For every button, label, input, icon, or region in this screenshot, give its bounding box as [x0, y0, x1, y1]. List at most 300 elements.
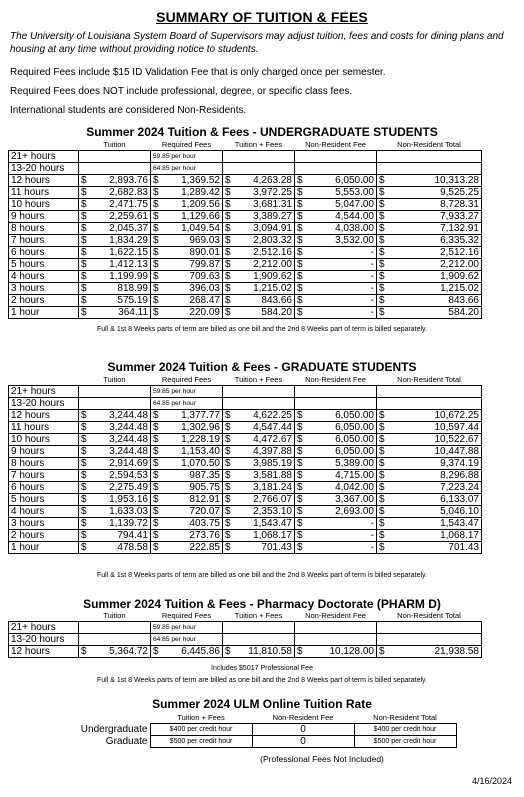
- tuition-amount: 2,893.76: [91, 175, 151, 187]
- nonresident-fee-amount: 4,042.00: [307, 482, 377, 494]
- header-spacer: [9, 611, 79, 622]
- dollar-sign: $: [151, 530, 163, 542]
- dollar-sign: $: [295, 470, 307, 482]
- table-row: [9, 458, 482, 470]
- tuition-plus-fees-amount: 1,543.47: [235, 518, 295, 530]
- online-nonresident-total: $400 per credit hour: [354, 724, 456, 736]
- header-nonresident-fee: Non-Resident Fee: [305, 375, 366, 384]
- dollar-sign: $: [377, 646, 389, 658]
- empty-nrfee-cell: [295, 163, 377, 175]
- nonresident-fee-amount: 6,050.00: [307, 446, 377, 458]
- dollar-sign: $: [223, 187, 235, 199]
- dollar-sign: $: [223, 410, 235, 422]
- dollar-sign: $: [151, 187, 163, 199]
- table-row: [9, 494, 482, 506]
- page-title: SUMMARY OF TUITION & FEES: [156, 9, 368, 25]
- row-label: 21+ hours: [9, 622, 79, 634]
- empty-nrtotal-cell: [377, 386, 482, 398]
- required-fees-amount: 1,289.42: [163, 187, 223, 199]
- dollar-sign: $: [79, 410, 91, 422]
- header-nonresident-fee: Non-Resident Fee: [305, 611, 366, 620]
- online-row-undergraduate: [74, 724, 456, 736]
- dollar-sign: $: [151, 211, 163, 223]
- tuition-amount: 1,199.99: [91, 271, 151, 283]
- required-fees-amount: 799.87: [163, 259, 223, 271]
- nonresident-total-amount: 7,132.91: [389, 223, 482, 235]
- required-fees-amount: 403.75: [163, 518, 223, 530]
- tuition-plus-fees-amount: 2,803.32: [235, 235, 295, 247]
- header-tuition-plus-fees: Tuition + Fees: [234, 140, 283, 149]
- table-row: [9, 434, 482, 446]
- nonresident-total-amount: 6,133.07: [389, 494, 482, 506]
- empty-nrtotal-cell: [377, 163, 482, 175]
- required-fees-amount: 905.75: [163, 482, 223, 494]
- nonresident-total-amount: 2,212.00: [389, 259, 482, 271]
- nonresident-fee-amount: -: [307, 530, 377, 542]
- dollar-sign: $: [295, 175, 307, 187]
- online-nonresident-fee: 0: [252, 724, 354, 736]
- dollar-sign: $: [377, 506, 389, 518]
- empty-total-cell: [223, 398, 295, 410]
- online-section-title: Summer 2024 ULM Online Tuition Rate: [152, 697, 372, 711]
- row-label: 21+ hours: [9, 151, 79, 163]
- nonresident-total-amount: 10,597.44: [389, 422, 482, 434]
- document-date: 4/16/2024: [471, 776, 512, 786]
- tuition-amount: 1,953.16: [91, 494, 151, 506]
- nonresident-fee-amount: 5,389.00: [307, 458, 377, 470]
- dollar-sign: $: [79, 295, 91, 307]
- per-hour-fee: 59.85 per hour: [151, 386, 223, 398]
- dollar-sign: $: [151, 470, 163, 482]
- dollar-sign: $: [79, 646, 91, 658]
- required-fees-amount: 1,369.52: [163, 175, 223, 187]
- tuition-plus-fees-amount: 3,972.25: [235, 187, 295, 199]
- tuition-amount: 3,244.48: [91, 422, 151, 434]
- dollar-sign: $: [79, 434, 91, 446]
- table-row: [9, 482, 482, 494]
- tuition-amount: 1,139.72: [91, 518, 151, 530]
- table-header-row: [9, 611, 482, 622]
- online-row-graduate: [74, 736, 456, 748]
- dollar-sign: $: [151, 646, 163, 658]
- tuition-amount: 2,914.69: [91, 458, 151, 470]
- pharmd-section-title: Summer 2024 Tuition & Fees - Pharmacy Doctorate (PHARM D): [83, 597, 441, 611]
- header-nonresident-total: Non-Resident Total: [397, 375, 461, 384]
- nonresident-total-amount: 843.66: [389, 295, 482, 307]
- tuition-plus-fees-amount: 3,094.91: [235, 223, 295, 235]
- row-label: 21+ hours: [9, 386, 79, 398]
- header-required-fees: Required Fees: [161, 140, 212, 149]
- row-label: 8 hours: [9, 458, 79, 470]
- nonresident-fee-amount: 5,553.00: [307, 187, 377, 199]
- rate-row: [9, 386, 482, 398]
- required-fees-amount: 1,049.54: [163, 223, 223, 235]
- required-fees-amount: 969.03: [163, 235, 223, 247]
- table-row: [9, 175, 482, 187]
- nonresident-total-amount: 7,933.27: [389, 211, 482, 223]
- dollar-sign: $: [377, 458, 389, 470]
- dollar-sign: $: [377, 494, 389, 506]
- tuition-plus-fees-amount: 3,681.31: [235, 199, 295, 211]
- row-label: 3 hours: [9, 283, 79, 295]
- online-rate-table: [74, 713, 457, 748]
- tuition-plus-fees-amount: 701.43: [235, 542, 295, 554]
- header-spacer: [9, 140, 79, 151]
- tuition-plus-fees-amount: 843.66: [235, 295, 295, 307]
- tuition-amount: 1,622.15: [91, 247, 151, 259]
- empty-total-cell: [223, 386, 295, 398]
- dollar-sign: $: [79, 446, 91, 458]
- empty-nrtotal-cell: [377, 622, 482, 634]
- tuition-plus-fees-amount: 4,622.25: [235, 410, 295, 422]
- undergrad-tuition-table: [8, 140, 482, 319]
- dollar-sign: $: [79, 518, 91, 530]
- dollar-sign: $: [377, 434, 389, 446]
- tuition-plus-fees-amount: 11,810.58: [235, 646, 295, 658]
- required-fees-amount: 268.47: [163, 295, 223, 307]
- dollar-sign: $: [79, 223, 91, 235]
- row-label: 1 hour: [9, 542, 79, 554]
- tuition-plus-fees-amount: 584.20: [235, 307, 295, 319]
- empty-tuition-cell: [79, 398, 151, 410]
- dollar-sign: $: [295, 211, 307, 223]
- required-fees-amount: 1,070.50: [163, 458, 223, 470]
- nonresident-total-amount: 9,374.19: [389, 458, 482, 470]
- online-header-spacer: [74, 713, 150, 724]
- dollar-sign: $: [295, 530, 307, 542]
- dollar-sign: $: [295, 307, 307, 319]
- required-fees-amount: 812.91: [163, 494, 223, 506]
- nonresident-total-amount: 9,525.25: [389, 187, 482, 199]
- tuition-plus-fees-amount: 4,397.88: [235, 446, 295, 458]
- table-row: [9, 187, 482, 199]
- per-hour-fee: 59.85 per hour: [151, 622, 223, 634]
- tuition-amount: 364.11: [91, 307, 151, 319]
- nonresident-total-amount: 584.20: [389, 307, 482, 319]
- tuition-amount: 2,045.37: [91, 223, 151, 235]
- empty-nrtotal-cell: [377, 151, 482, 163]
- dollar-sign: $: [151, 542, 163, 554]
- dollar-sign: $: [223, 223, 235, 235]
- dollar-sign: $: [377, 247, 389, 259]
- tuition-plus-fees-amount: 1,909.62: [235, 271, 295, 283]
- tuition-amount: 818.99: [91, 283, 151, 295]
- tuition-amount: 3,244.48: [91, 446, 151, 458]
- required-fees-amount: 1,228.19: [163, 434, 223, 446]
- table-row: [9, 646, 482, 658]
- nonresident-fee-amount: -: [307, 283, 377, 295]
- nonresident-fee-amount: -: [307, 271, 377, 283]
- required-fees-amount: 273.76: [163, 530, 223, 542]
- dollar-sign: $: [377, 187, 389, 199]
- empty-nrtotal-cell: [377, 398, 482, 410]
- required-fees-amount: 1,377.77: [163, 410, 223, 422]
- dollar-sign: $: [79, 271, 91, 283]
- required-fees-amount: 720.07: [163, 506, 223, 518]
- dollar-sign: $: [151, 434, 163, 446]
- nonresident-fee-amount: 5,047.00: [307, 199, 377, 211]
- nonresident-total-amount: 10,447.88: [389, 446, 482, 458]
- table-header-row: [9, 140, 482, 151]
- row-label: 4 hours: [9, 506, 79, 518]
- dollar-sign: $: [79, 506, 91, 518]
- nonresident-total-amount: 5,046.10: [389, 506, 482, 518]
- dollar-sign: $: [151, 494, 163, 506]
- graduate-tuition-table: [8, 375, 482, 554]
- dollar-sign: $: [295, 446, 307, 458]
- nonresident-fee-amount: -: [307, 542, 377, 554]
- empty-tuition-cell: [79, 386, 151, 398]
- table-row: [9, 506, 482, 518]
- nonresident-total-amount: 10,672.25: [389, 410, 482, 422]
- tuition-plus-fees-amount: 1,068.17: [235, 530, 295, 542]
- row-label: 9 hours: [9, 446, 79, 458]
- dollar-sign: $: [295, 283, 307, 295]
- empty-tuition-cell: [79, 151, 151, 163]
- online-professional-fees-note: (Professional Fees Not Included): [260, 754, 384, 764]
- tuition-plus-fees-amount: 2,353.10: [235, 506, 295, 518]
- nonresident-fee-amount: 4,715.00: [307, 470, 377, 482]
- header-tuition-plus-fees: Tuition + Fees: [234, 611, 283, 620]
- required-fees-amount: 1,153.40: [163, 446, 223, 458]
- dollar-sign: $: [223, 542, 235, 554]
- dollar-sign: $: [223, 175, 235, 187]
- dollar-sign: $: [223, 235, 235, 247]
- tuition-plus-fees-amount: 4,263.28: [235, 175, 295, 187]
- table-row: [9, 247, 482, 259]
- nonresident-fee-amount: -: [307, 518, 377, 530]
- dollar-sign: $: [79, 422, 91, 434]
- empty-nrfee-cell: [295, 398, 377, 410]
- tuition-amount: 478.58: [91, 542, 151, 554]
- tuition-amount: 3,244.48: [91, 434, 151, 446]
- dollar-sign: $: [223, 530, 235, 542]
- note-required-fees-exclusions: Required Fees does NOT include professional, degree, or specific class fees.: [10, 86, 353, 97]
- nonresident-total-amount: 10,522.67: [389, 434, 482, 446]
- nonresident-fee-amount: 3,367.00: [307, 494, 377, 506]
- nonresident-fee-amount: -: [307, 247, 377, 259]
- required-fees-amount: 220.09: [163, 307, 223, 319]
- dollar-sign: $: [223, 434, 235, 446]
- nonresident-total-amount: 1,543.47: [389, 518, 482, 530]
- required-fees-amount: 396.03: [163, 283, 223, 295]
- empty-total-cell: [223, 163, 295, 175]
- row-label: 2 hours: [9, 295, 79, 307]
- dollar-sign: $: [295, 187, 307, 199]
- tuition-amount: 2,275.49: [91, 482, 151, 494]
- dollar-sign: $: [79, 175, 91, 187]
- empty-total-cell: [223, 634, 295, 646]
- dollar-sign: $: [151, 271, 163, 283]
- nonresident-total-amount: 7,223.24: [389, 482, 482, 494]
- dollar-sign: $: [151, 307, 163, 319]
- table-row: [9, 307, 482, 319]
- empty-tuition-cell: [79, 163, 151, 175]
- dollar-sign: $: [377, 223, 389, 235]
- dollar-sign: $: [79, 482, 91, 494]
- tuition-plus-fees-amount: 3,181.24: [235, 482, 295, 494]
- dollar-sign: $: [223, 458, 235, 470]
- table-row: [9, 211, 482, 223]
- tuition-plus-fees-amount: 4,547.44: [235, 422, 295, 434]
- dollar-sign: $: [223, 295, 235, 307]
- dollar-sign: $: [295, 458, 307, 470]
- table-row: [9, 199, 482, 211]
- empty-total-cell: [223, 151, 295, 163]
- tuition-plus-fees-amount: 3,389.27: [235, 211, 295, 223]
- nonresident-total-amount: 10,313.28: [389, 175, 482, 187]
- undergrad-section-title: Summer 2024 Tuition & Fees - UNDERGRADUATE STUDENTS: [86, 125, 438, 139]
- nonresident-fee-amount: 4,544.00: [307, 211, 377, 223]
- header-required-fees: Required Fees: [161, 375, 212, 384]
- dollar-sign: $: [295, 494, 307, 506]
- nonresident-fee-amount: 6,050.00: [307, 175, 377, 187]
- table-row: [9, 446, 482, 458]
- dollar-sign: $: [223, 470, 235, 482]
- nonresident-total-amount: 1,215.02: [389, 283, 482, 295]
- header-nonresident-total: Non-Resident Total: [397, 611, 461, 620]
- dollar-sign: $: [295, 271, 307, 283]
- table-row: [9, 530, 482, 542]
- empty-tuition-cell: [79, 622, 151, 634]
- empty-nrfee-cell: [295, 151, 377, 163]
- dollar-sign: $: [151, 235, 163, 247]
- empty-nrtotal-cell: [377, 634, 482, 646]
- online-header-nonresident-fee: Non-Resident Fee: [272, 713, 334, 722]
- dollar-sign: $: [151, 518, 163, 530]
- note-international-students: International students are considered Non-Residents.: [10, 105, 247, 116]
- nonresident-fee-amount: 4,038.00: [307, 223, 377, 235]
- required-fees-amount: 1,209.56: [163, 199, 223, 211]
- dollar-sign: $: [223, 494, 235, 506]
- tuition-amount: 5,364.72: [91, 646, 151, 658]
- nonresident-total-amount: 2,512.16: [389, 247, 482, 259]
- table-row: [9, 422, 482, 434]
- tuition-amount: 1,633.03: [91, 506, 151, 518]
- row-label: 10 hours: [9, 434, 79, 446]
- dollar-sign: $: [295, 422, 307, 434]
- row-label: 10 hours: [9, 199, 79, 211]
- dollar-sign: $: [151, 446, 163, 458]
- dollar-sign: $: [295, 295, 307, 307]
- dollar-sign: $: [223, 259, 235, 271]
- tuition-amount: 2,471.75: [91, 199, 151, 211]
- tuition-plus-fees-amount: 2,212.00: [235, 259, 295, 271]
- table-row: [9, 542, 482, 554]
- online-tuition-fees: $400 per credit hour: [150, 724, 252, 736]
- dollar-sign: $: [151, 175, 163, 187]
- nonresident-fee-amount: 6,050.00: [307, 422, 377, 434]
- dollar-sign: $: [151, 283, 163, 295]
- dollar-sign: $: [295, 247, 307, 259]
- required-fees-amount: 709.63: [163, 271, 223, 283]
- dollar-sign: $: [223, 482, 235, 494]
- tuition-amount: 1,834.29: [91, 235, 151, 247]
- dollar-sign: $: [151, 506, 163, 518]
- row-label: 12 hours: [9, 175, 79, 187]
- dollar-sign: $: [377, 518, 389, 530]
- dollar-sign: $: [79, 530, 91, 542]
- dollar-sign: $: [223, 247, 235, 259]
- rate-row: [9, 398, 482, 410]
- tuition-amount: 1,412.13: [91, 259, 151, 271]
- row-label: 11 hours: [9, 187, 79, 199]
- row-label: 5 hours: [9, 494, 79, 506]
- dollar-sign: $: [79, 283, 91, 295]
- nonresident-fee-amount: -: [307, 307, 377, 319]
- table-row: [9, 283, 482, 295]
- dollar-sign: $: [79, 458, 91, 470]
- pharmd-billing-footnote: Full & 1st 8 Weeks parts of term are billed as one bill and the 2nd 8 Weeks part of term is billed separately.: [97, 677, 427, 684]
- dollar-sign: $: [223, 211, 235, 223]
- required-fees-amount: 1,129.66: [163, 211, 223, 223]
- dollar-sign: $: [295, 199, 307, 211]
- dollar-sign: $: [377, 542, 389, 554]
- nonresident-fee-amount: -: [307, 295, 377, 307]
- dollar-sign: $: [377, 446, 389, 458]
- row-label: 6 hours: [9, 482, 79, 494]
- dollar-sign: $: [151, 295, 163, 307]
- nonresident-total-amount: 8,728.31: [389, 199, 482, 211]
- dollar-sign: $: [79, 307, 91, 319]
- row-label: 12 hours: [9, 410, 79, 422]
- row-label: 13-20 hours: [9, 398, 79, 410]
- dollar-sign: $: [295, 542, 307, 554]
- tuition-plus-fees-amount: 1,215.02: [235, 283, 295, 295]
- undergrad-billing-footnote: Full & 1st 8 Weeks parts of term are billed as one bill and the 2nd 8 Weeks part of term is billed separately.: [97, 326, 427, 333]
- dollar-sign: $: [151, 247, 163, 259]
- online-row-label: Graduate: [105, 736, 148, 747]
- dollar-sign: $: [79, 187, 91, 199]
- nonresident-fee-amount: 10,128.00: [307, 646, 377, 658]
- dollar-sign: $: [295, 235, 307, 247]
- graduate-section-title: Summer 2024 Tuition & Fees - GRADUATE STUDENTS: [107, 360, 417, 374]
- empty-nrfee-cell: [295, 622, 377, 634]
- dollar-sign: $: [377, 235, 389, 247]
- nonresident-total-amount: 701.43: [389, 542, 482, 554]
- dollar-sign: $: [295, 223, 307, 235]
- row-label: 6 hours: [9, 247, 79, 259]
- dollar-sign: $: [377, 422, 389, 434]
- row-label: 3 hours: [9, 518, 79, 530]
- tuition-plus-fees-amount: 3,985.19: [235, 458, 295, 470]
- empty-tuition-cell: [79, 634, 151, 646]
- tuition-amount: 2,682.83: [91, 187, 151, 199]
- note-id-validation-fee: Required Fees include $15 ID Validation Fee that is only charged once per semester.: [10, 67, 386, 78]
- table-header-row: [9, 375, 482, 386]
- rate-row: [9, 622, 482, 634]
- nonresident-total-amount: 21,938.58: [389, 646, 482, 658]
- row-label: 9 hours: [9, 211, 79, 223]
- dollar-sign: $: [377, 175, 389, 187]
- per-hour-fee: 64.85 per hour: [151, 634, 223, 646]
- header-nonresident-fee: Non-Resident Fee: [305, 140, 366, 149]
- tuition-amount: 575.19: [91, 295, 151, 307]
- dollar-sign: $: [79, 470, 91, 482]
- dollar-sign: $: [295, 434, 307, 446]
- tuition-amount: 2,259.61: [91, 211, 151, 223]
- dollar-sign: $: [377, 482, 389, 494]
- tuition-plus-fees-amount: 4,472.67: [235, 434, 295, 446]
- per-hour-fee: 59.85 per hour: [151, 151, 223, 163]
- dollar-sign: $: [377, 295, 389, 307]
- per-hour-fee: 64.85 per hour: [151, 163, 223, 175]
- header-tuition: Tuition: [103, 375, 126, 384]
- nonresident-fee-amount: 6,050.00: [307, 434, 377, 446]
- header-nonresident-total: Non-Resident Total: [397, 140, 461, 149]
- dollar-sign: $: [295, 410, 307, 422]
- dollar-sign: $: [295, 506, 307, 518]
